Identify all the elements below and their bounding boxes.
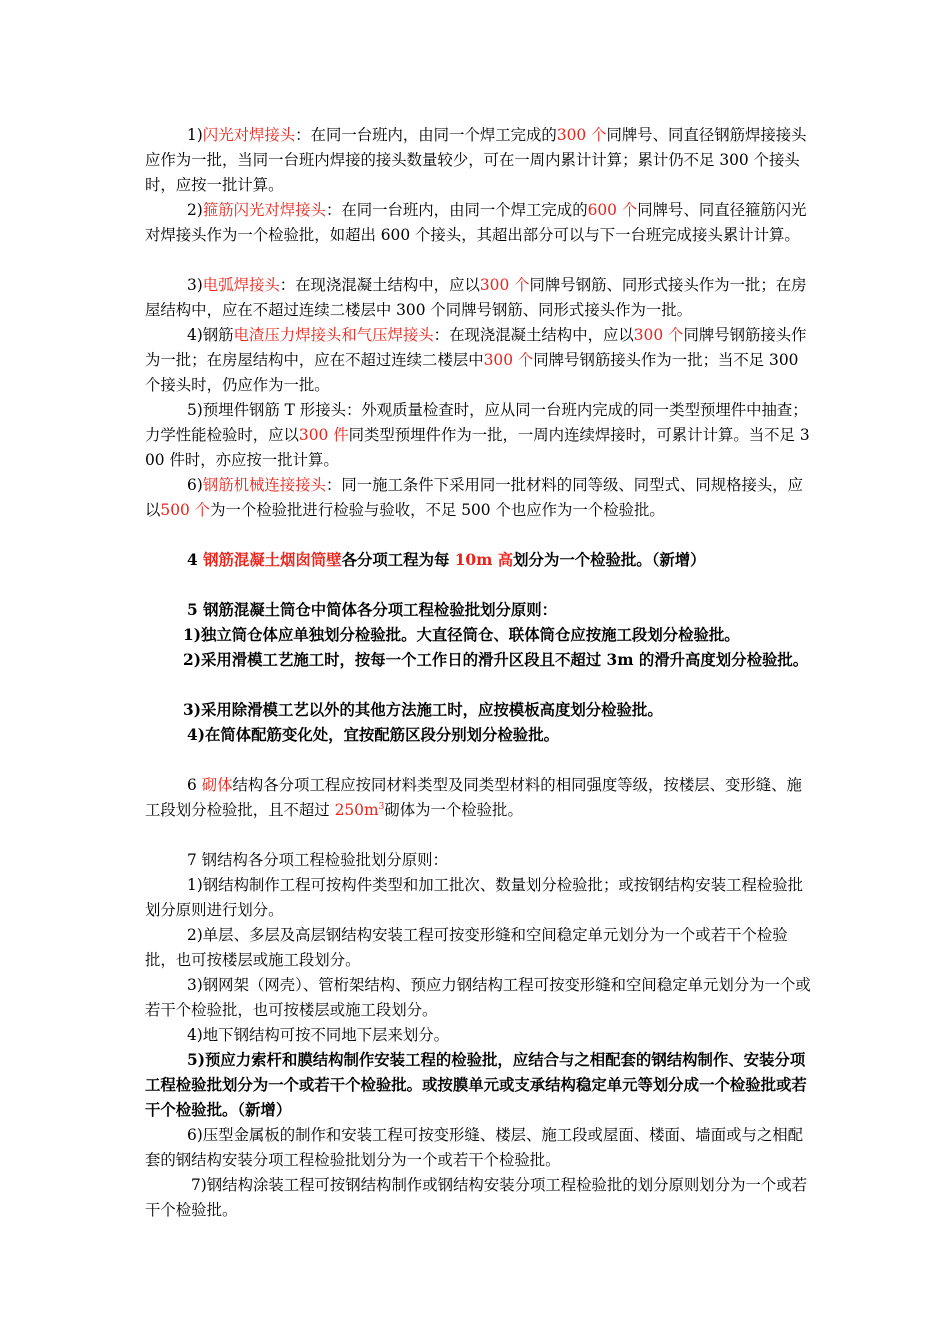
height-10m: 10m 高	[454, 551, 514, 569]
section-5-item: 4)在简体配筋变化处，宜按配筋区段分别划分检验批。	[187, 726, 559, 744]
section-7-item: 1)钢结构制作工程可按构件类型和加工批次、数量划分检验批；或按钢结构安装工程检验批划分原则进行划分。	[145, 876, 804, 919]
qty-300: 300 个	[556, 126, 607, 144]
qty-300-pieces: 300 件	[298, 426, 349, 444]
qty-300: 300 个	[479, 276, 530, 294]
section-5-item: 3)采用除滑模工艺以外的其他方法施工时，应按模板高度划分检验批。	[183, 701, 663, 719]
qty-500: 500 个	[160, 501, 211, 519]
section-7-item: 5)预应力索杆和膜结构制作安装工程的检验批，应结合与之相配套的钢结构制作、安装分项工程检验批划分为一个或若干个检验批。或按膜单元或支承结构稳定单元等划分成一个检验批或若干个检验批。（新增）	[145, 1051, 807, 1119]
paragraph-mechanical-connection: 6)钢筋机械连接接头：同一施工条件下采用同一批材料的同等级、同型式、同规格接头，应以500 个为一个检验批进行检验与验收，不足 500 个也应作为一个检验批。	[145, 476, 804, 519]
section-7-item: 2)单层、多层及高层钢结构安装工程可按变形缝和空间稳定单元划分为一个或若干个检验批，也可按楼层或施工段划分。	[145, 926, 788, 969]
section-4-chimney: 4 钢筋混凝土烟囱筒壁各分项工程为每 10m 高划分为一个检验批。（新增）	[187, 551, 706, 569]
term-chimney-wall: 钢筋混凝土烟囱筒壁	[203, 551, 342, 569]
section-7-title: 7 钢结构各分项工程检验批划分原则：	[187, 851, 448, 869]
section-7-item: 4)地下钢结构可按不同地下层来划分。	[187, 1026, 450, 1044]
paragraph-arc-weld: 3)电弧焊接头：在现浇混凝土结构中，应以300 个同牌号钢筋、同形式接头作为一批；在房屋结构中，应在不超过连续二楼层中 300 个同牌号钢筋、同形式接头作为一批。	[145, 276, 807, 319]
section-7-item: 6)压型金属板的制作和安装工程可按变形缝、楼层、施工段或屋面、楼面、墙面或与之相配套的钢结构安装分项工程检验批划分为一个或若干个检验批。	[145, 1126, 804, 1169]
paragraph-embedded-t-joint: 5)预埋件钢筋 T 形接头：外观质量检查时，应从同一台班内完成的同一类型预埋件中抽查；力学性能检验时，应以300 件同类型预埋件作为一批，一周内连续焊接时，可累计计算。当不足 300 件时，亦应按一批计算。	[145, 401, 810, 469]
paragraph-stirrup-flash-butt-weld: 2)箍筋闪光对焊接头：在同一台班内，由同一个焊工完成的600 个同牌号、同直径箍筋闪光对焊接头作为一个检验批，如超出 600 个接头，其超出部分可以与下一台班完成接头累计计算。	[145, 201, 807, 244]
qty-300: 300 个	[483, 351, 534, 369]
term-flash-butt-weld: 闪光对焊接头	[202, 126, 296, 144]
qty-300: 300 个	[633, 326, 684, 344]
term-stirrup-flash-butt-weld: 箍筋闪光对焊接头	[202, 201, 326, 219]
term-arc-weld: 电弧焊接头	[202, 276, 280, 294]
section-5-item: 1)独立筒仓体应单独划分检验批。大直径筒仓、联体筒仓应按施工段划分检验批。	[183, 626, 740, 644]
term-mechanical-connection: 钢筋机械连接接头	[202, 476, 326, 494]
term-electroslag-gas-weld: 电渣压力焊接头和气压焊接头	[233, 326, 434, 344]
section-7-item: 3)钢网架（网壳）、管桁架结构、预应力钢结构工程可按变形缝和空间稳定单元划分为一个或若干个检验批，也可按楼层或施工段划分。	[145, 976, 811, 1019]
section-5-item: 2)采用滑模工艺施工时，按每一个工作日的滑升区段且不超过 3m 的滑升高度划分检验批。	[183, 651, 809, 669]
section-7-item: 7)钢结构涂装工程可按钢结构制作或钢结构安装分项工程检验批的划分原则划分为一个或若干个检验批。	[145, 1176, 808, 1219]
paragraph-electroslag-gas-weld: 4)钢筋电渣压力焊接头和气压焊接头：在现浇混凝土结构中，应以300 个同牌号钢筋接头作为一批；在房屋结构中，应在不超过连续二楼层中300 个同牌号钢筋接头作为一批；当不足 300 个接头时，仍应作为一批。	[145, 326, 807, 394]
paragraph-flash-butt-weld: 1)闪光对焊接头：在同一台班内，由同一个焊工完成的300 个同牌号、同直径钢筋焊接接头应作为一批，当同一台班内焊接的接头数量较少，可在一周内累计计算；累计仍不足 300 个接头时，应按一批计算。	[145, 126, 807, 194]
qty-600: 600 个	[587, 201, 638, 219]
section-6-masonry: 6 砌体结构各分项工程应按同材料类型及同类型材料的相同强度等级，按楼层、变形缝、施工段划分检验批，且不超过 $250m^3$砌体为一个检验批。	[145, 776, 802, 819]
section-5-title: 5 钢筋混凝土筒仓中简体各分项工程检验批划分原则：	[187, 601, 558, 619]
volume-250m3: $250m^3$	[334, 801, 385, 819]
term-masonry: 砌体	[201, 776, 233, 794]
